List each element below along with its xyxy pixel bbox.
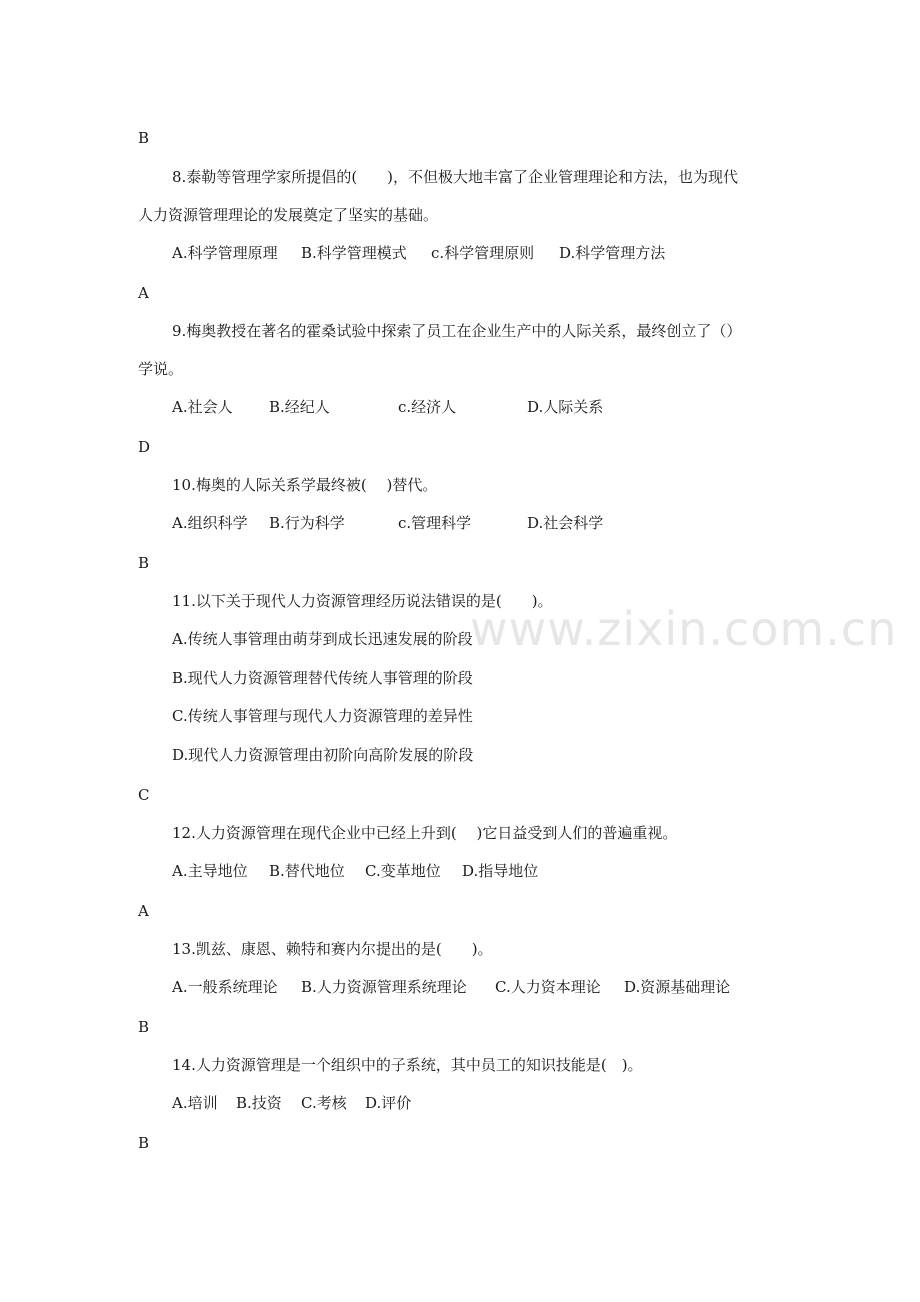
option-a: A.社会人 — [172, 398, 233, 416]
answer-13: B — [138, 1018, 150, 1036]
question-11-option-b: B.现代人力资源管理替代传统人事管理的阶段 — [172, 669, 473, 687]
option-b: B.技资 — [236, 1094, 282, 1112]
question-8-text-cont: 人力资源管理理论的发展奠定了坚实的基础。 — [138, 206, 439, 224]
option-b: B.行为科学 — [269, 514, 345, 532]
option-c: c.管理科学 — [398, 514, 472, 532]
answer-10: B — [138, 554, 150, 572]
option-b: B.人力资源管理系统理论 — [301, 978, 467, 996]
option-c: c.经济人 — [398, 398, 457, 416]
question-9-text-cont: 学说。 — [138, 360, 184, 378]
option-d: D.指导地位 — [462, 862, 539, 880]
watermark: www.zixin.com.cn — [470, 602, 898, 656]
answer-9: D — [138, 438, 151, 456]
option-c: C.考核 — [301, 1094, 347, 1112]
option-a: A.科学管理原理 — [172, 244, 278, 262]
question-11-option-d: D.现代人力资源管理由初阶向高阶发展的阶段 — [172, 746, 474, 764]
option-d: D.人际关系 — [527, 398, 604, 416]
option-c: c.科学管理原则 — [431, 244, 535, 262]
question-14-text: 14.人力资源管理是一个组织中的子系统，其中员工的知识技能是( )。 — [172, 1056, 643, 1074]
answer-14: B — [138, 1134, 150, 1152]
option-b: B.替代地位 — [269, 862, 345, 880]
option-d: D.评价 — [365, 1094, 412, 1112]
question-8-text: 8.泰勒等管理学家所提倡的( )，不但极大地丰富了企业管理理论和方法，也为现代 — [172, 168, 739, 186]
question-11-option-c: C.传统人事管理与现代人力资源管理的差异性 — [172, 707, 473, 725]
question-12-text: 12.人力资源管理在现代企业中已经上升到( )它日益受到人们的普遍重视。 — [172, 824, 678, 842]
question-11-text: 11.以下关于现代人力资源管理经历说法错误的是( )。 — [172, 592, 553, 610]
answer-12: A — [138, 902, 149, 920]
option-d: D.资源基础理论 — [624, 978, 731, 996]
option-b: B.科学管理模式 — [301, 244, 407, 262]
option-a: A.主导地位 — [172, 862, 248, 880]
question-9-text: 9.梅奥教授在著名的霍桑试验中探索了员工在企业生产中的人际关系，最终创立了（） — [172, 322, 742, 340]
option-a: A.一般系统理论 — [172, 978, 278, 996]
question-10-text: 10.梅奥的人际关系学最终被( )替代。 — [172, 476, 438, 494]
option-b: B.经纪人 — [269, 398, 330, 416]
option-c: C.人力资本理论 — [495, 978, 601, 996]
answer-11: C — [138, 786, 150, 804]
answer-8: A — [138, 284, 149, 302]
question-11-option-a: A.传统人事管理由萌芽到成长迅速发展的阶段 — [172, 630, 473, 648]
option-a: A.组织科学 — [172, 514, 248, 532]
option-d: D.科学管理方法 — [559, 244, 666, 262]
answer-7: B — [138, 129, 150, 147]
question-13-text: 13.凯兹、康恩、赖特和赛内尔提出的是( )。 — [172, 940, 493, 958]
option-c: C.变革地位 — [365, 862, 441, 880]
option-a: A.培训 — [172, 1094, 218, 1112]
option-d: D.社会科学 — [527, 514, 604, 532]
